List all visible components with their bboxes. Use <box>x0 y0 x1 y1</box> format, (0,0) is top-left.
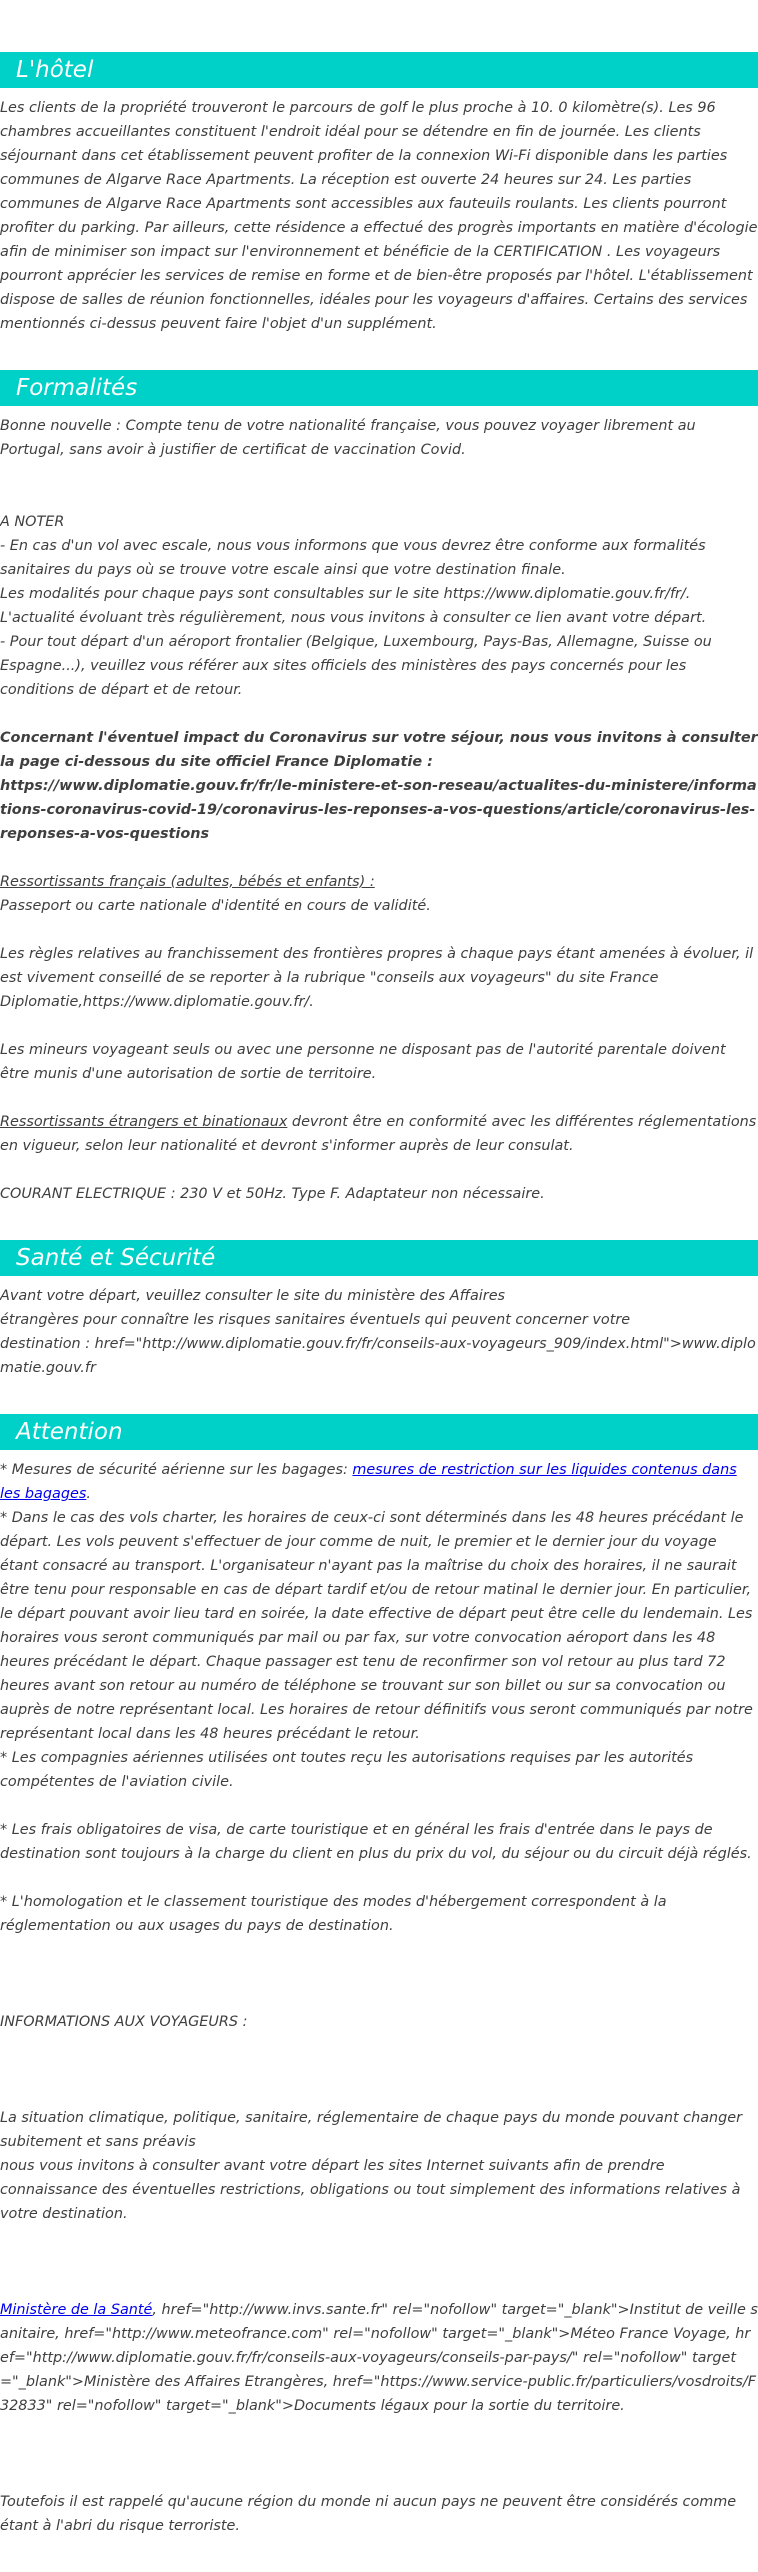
ressortissants-etrangers <box>0 1110 758 1158</box>
attention-bagages-prefix: * Mesures de sécurité aérienne sur les bagages: <box>0 1462 353 1478</box>
ministere-sante-link[interactable]: Ministère de la Santé <box>0 2302 153 2318</box>
ressortissants-etrangers-body: devront être en conformité avec les différentes réglementations en vigueur, selon leur nationalité et devront s'informer auprès de leur consulat. <box>0 1114 757 1154</box>
formalites-regles: Les règles relatives au franchissement des frontières propres à chaque pays étant amenées à évoluer, il est vivement conseillé de se reporter à la rubrique "conseils aux voyageurs" du site France Diplomatie,https://www.diplomatie.gouv.fr/. <box>0 946 754 1010</box>
courant-electrique: COURANT ELECTRIQUE : 230 V et 50Hz. Type F. Adaptateur non nécessaire. <box>0 1186 545 1202</box>
hotel-description: Les clients de la propriété trouveront le parcours de golf le plus proche à 10. 0 kilomètre(s). Les 96 chambres accueillantes constituent l'endroit idéal pour se détendre en fin de journée. Les clients séjournant dans cet établissement peuvent profiter de la connexion Wi-Fi disponible dans les parties communes de Algarve Race Apartments. La réception est ouverte 24 heures sur 24. Les parties communes de Algarve Race Apartments sont accessibles aux fauteuils roulants. Les clients pourront profiter du parking. Par ailleurs, cette résidence a effectué des progrès importants en matière d'écologie afin de minimiser son impact sur l'environnement et bénéficie de la CERTIFICATION . Les voyageurs pourront apprécier les services de remise en forme et de bien-être proposés par l'hôtel. L'établissement dispose de salles de réunion fonctionnelles, idéales pour les voyageurs d'affaires. Certains des services mentionnés ci-dessus peuvent faire l'objet d'un supplément. <box>0 100 758 332</box>
formalites-note-escale: - En cas d'un vol avec escale, nous vous informons que vous devrez être conforme aux formalités sanitaires du pays où se trouve votre escale ainsi que votre destination finale. <box>0 538 706 578</box>
sante-line-1: Avant votre départ, veuillez consulter le site du ministère des Affaires <box>0 1288 506 1304</box>
section-body-sante <box>0 1276 758 1380</box>
section-title-attention: Attention <box>0 1414 758 1450</box>
section-attention <box>0 1414 758 2538</box>
ressortissants-etrangers-title: Ressortissants étrangers et binationaux <box>0 1114 288 1130</box>
attention-compagnies: * Les compagnies aériennes utilisées ont toutes reçu les autorisations requises par les autorités compétentes de l'aviation civile. <box>0 1750 694 1790</box>
section-hotel <box>0 52 758 336</box>
sante-line-2: étrangères pour connaître les risques sanitaires éventuels qui peuvent concerner votre <box>0 1312 631 1328</box>
sante-line-3: destination : href="http://www.diplomatie.gouv.fr/fr/conseils-aux-voyageurs_909/index.html">www.diplomatie.gouv.fr <box>0 1336 756 1376</box>
formalites-note-modalites: Les modalités pour chaque pays sont consultables sur le site https://www.diplomatie.gouv.fr/fr/. L'actualité évoluant très régulièrement, nous vous invitons à consulter ce lien avant votre départ. <box>0 586 707 626</box>
formalites-a-noter: A NOTER <box>0 514 65 530</box>
informations-voyageurs-title: INFORMATIONS AUX VOYAGEURS : <box>0 2014 248 2030</box>
attention-terrorisme: Toutefois il est rappelé qu'aucune région du monde ni aucun pays ne peuvent être considérés comme étant à l'abri du risque terroriste. <box>0 2494 737 2534</box>
section-body-hotel <box>0 88 758 336</box>
formalites-coronavirus-url: https://www.diplomatie.gouv.fr/fr/le-ministere-et-son-reseau/actualites-du-ministere/informations-coronavirus-covid-19/coronavirus-les-reponses-a-vos-questions/article/coronavirus-les-reponses-a-vos-questions <box>0 778 757 842</box>
formalites-mineurs: Les mineurs voyageant seuls ou avec une personne ne disposant pas de l'autorité parentale doivent être munis d'une autorisation de sortie de territoire. <box>0 1042 726 1082</box>
section-formalites <box>0 370 758 1206</box>
attention-situation-1: La situation climatique, politique, sanitaire, réglementaire de chaque pays du monde pouvant changer subitement et sans préavis <box>0 2110 743 2150</box>
attention-charter: * Dans le cas des vols charter, les horaires de ceux-ci sont déterminés dans les 48 heures précédant le départ. Les vols peuvent s'effectuer de jour comme de nuit, le premier et le dernier jour du voyage étant consacré au transport. L'organisateur n'ayant pas la maîtrise du choix des horaires, il ne saurait être tenu pour responsable en cas de départ tardif et/ou de retour matinal le dernier jour. En particulier, le départ pouvant avoir lieu tard en soirée, la date effective de départ peut être celle du lendemain. Les horaires vous seront communiqués par mail ou par fax, sur votre convocation aéroport dans les 48 heures précédant le départ. Chaque passager est tenu de reconfirmer son vol retour au plus tard 72 heures avant son retour au numéro de téléphone se trouvant sur son billet ou sur sa convocation ou auprès de notre représentant local. Les horaires de retour définitifs vous seront communiqués par notre représentant local dans les 48 heures précédant le retour. <box>0 1510 753 1742</box>
attention-bagages-suffix: . <box>86 1486 91 1502</box>
attention-ministere <box>0 2298 758 2418</box>
formalites-intro: Bonne nouvelle : Compte tenu de votre nationalité française, vous pouvez voyager librement au Portugal, sans avoir à justifier de certificat de vaccination Covid. <box>0 418 696 458</box>
ressortissants-francais-title: Ressortissants français (adultes, bébés et enfants) : <box>0 874 375 890</box>
attention-frais: * Les frais obligatoires de visa, de carte touristique et en général les frais d'entrée dans le pays de destination sont toujours à la charge du client en plus du prix du vol, du séjour ou du circuit déjà réglés. <box>0 1822 752 1862</box>
section-body-attention <box>0 1450 758 2538</box>
attention-bagages <box>0 1458 758 1506</box>
attention-homologation: * L'homologation et le classement touristique des modes d'hébergement correspondent à la réglementation ou aux usages du pays de destination. <box>0 1894 667 1934</box>
section-title-sante: Santé et Sécurité <box>0 1240 758 1276</box>
section-title-formalites: Formalités <box>0 370 758 406</box>
bagages-restriction-link[interactable]: mesures de restriction sur les liquides contenus dans les bagages <box>0 1462 737 1502</box>
section-title-hotel: L'hôtel <box>0 52 758 88</box>
attention-ministere-rest: , href="http://www.invs.sante.fr" rel="nofollow" target="_blank">Institut de veille sanitaire, href="http://www.meteofrance.com" rel="nofollow" target="_blank">Méteo France Voyage, href="http://www.diplomatie.gouv.fr/fr/conseils-aux-voyageurs/conseils-par-pays/" rel="nofollow" target="_blank">Ministère des Affaires Etrangères, href="https://www.service-public.fr/particuliers/vosdroits/F32833" rel="nofollow" target="_blank">Documents légaux pour la sortie du territoire. <box>0 2302 758 2414</box>
attention-situation-2: nous vous invitons à consulter avant votre départ les sites Internet suivants afin de prendre connaissance des éventuelles restrictions, obligations ou tout simplement des informations relatives à votre destination. <box>0 2158 741 2222</box>
formalites-coronavirus: Concernant l'éventuel impact du Coronavirus sur votre séjour, nous vous invitons à consulter la page ci-dessous du site officiel France Diplomatie : <box>0 730 758 770</box>
ressortissants-francais-body: Passeport ou carte nationale d'identité en cours de validité. <box>0 898 431 914</box>
section-sante <box>0 1240 758 1380</box>
formalites-note-frontalier: - Pour tout départ d'un aéroport frontalier (Belgique, Luxembourg, Pays-Bas, Allemagne, Suisse ou Espagne...), veuillez vous référer aux sites officiels des ministères des pays concernés pour les conditions de départ et de retour. <box>0 634 712 698</box>
section-body-formalites <box>0 406 758 1206</box>
